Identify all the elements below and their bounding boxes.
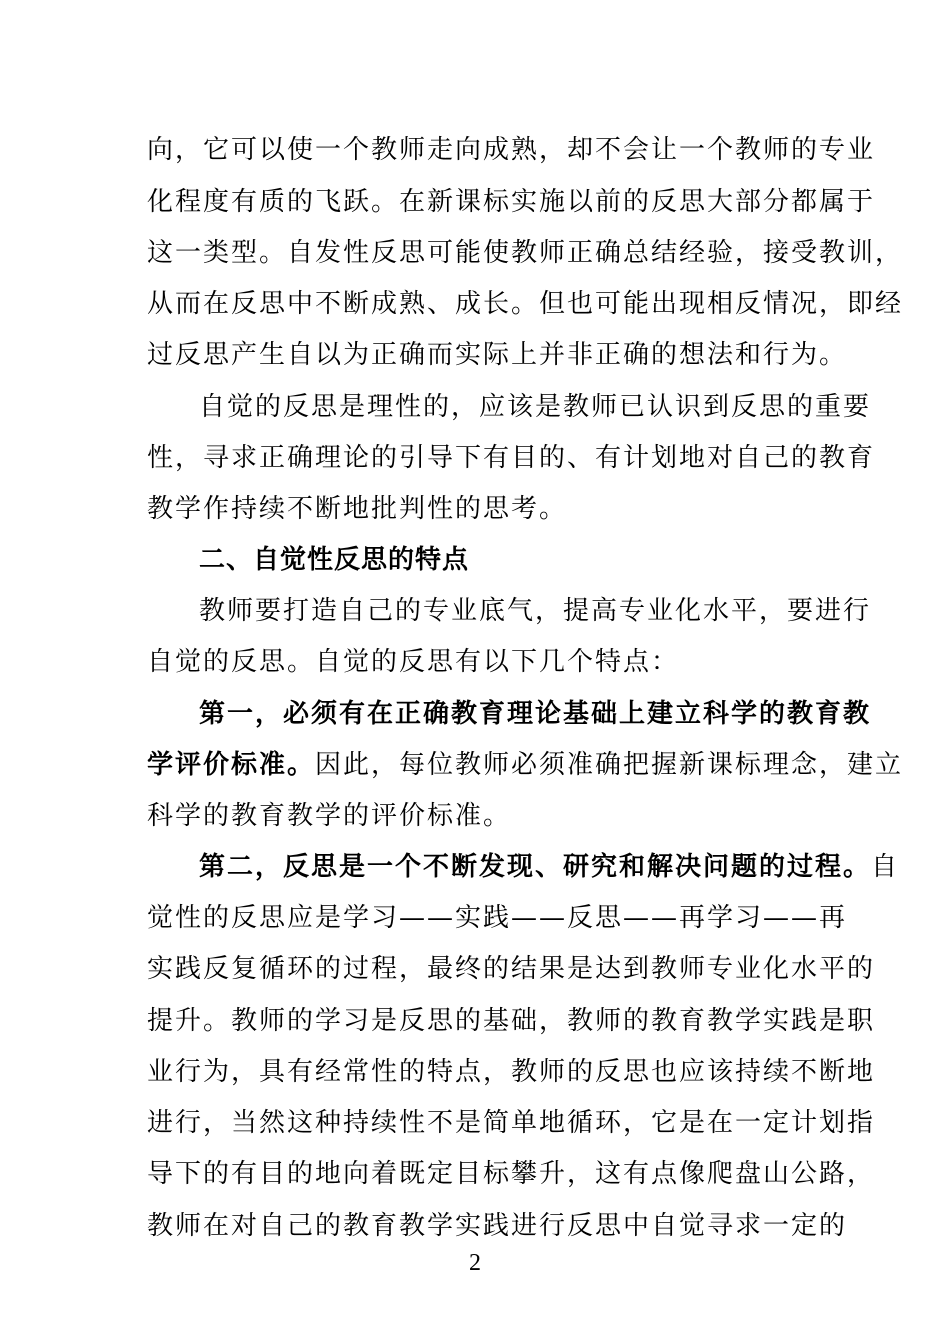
text-line: 觉性的反思应是学习——实践——反思——再学习——再: [147, 903, 848, 933]
text-line: 教学作持续不断地批判性的思考。: [147, 494, 568, 524]
text-line: 进行，当然这种持续性不是简单地循环，它是在一定计划指: [147, 1108, 876, 1138]
text-segment: 因此，每位教师必须准确把握新课标理念，建立: [315, 750, 904, 780]
text-line: 自觉的反思。自觉的反思有以下几个特点：: [147, 647, 680, 677]
bold-text-segment: 第二，反思是一个不断发现、研究和解决问题的过程。: [199, 852, 872, 882]
text-line: 导下的有目的地向着既定目标攀升，这有点像爬盘山公路，: [147, 1159, 876, 1189]
bold-text-line: 第一，必须有在正确教育理论基础上建立科学的教育教: [199, 699, 872, 729]
mixed-text-line: [199, 848, 900, 886]
bold-text-segment: 学评价标准。: [147, 750, 316, 780]
page-number: 2: [469, 1250, 481, 1276]
text-line: 这一类型。自发性反思可能使教师正确总结经验，接受教训，: [147, 238, 904, 268]
text-line: 科学的教育教学的评价标准。: [147, 801, 512, 831]
text-line: 教师在对自己的教育教学实践进行反思中自觉寻求一定的: [147, 1211, 848, 1241]
text-line: 教师要打造自己的专业底气，提高专业化水平，要进行: [199, 596, 872, 626]
text-line: 业行为，具有经常性的特点，教师的反思也应该持续不断地: [147, 1057, 876, 1087]
text-line: 向，它可以使一个教师走向成熟，却不会让一个教师的专业: [147, 135, 876, 165]
text-line: 自觉的反思是理性的，应该是教师已认识到反思的重要: [199, 392, 872, 422]
section-heading: 二、自觉性反思的特点: [199, 545, 470, 575]
text-line: 从而在反思中不断成熟、成长。但也可能出现相反情况，即经: [147, 289, 904, 319]
text-line: 提升。教师的学习是反思的基础，教师的教育教学实践是职: [147, 1006, 876, 1036]
text-line: 化程度有质的飞跃。在新课标实施以前的反思大部分都属于: [147, 187, 876, 217]
mixed-text-line: [147, 746, 904, 784]
text-line: 过反思产生自以为正确而实际上并非正确的想法和行为。: [147, 340, 848, 370]
text-line: 实践反复循环的过程，最终的结果是达到教师专业化水平的: [147, 954, 876, 984]
text-segment: 自: [871, 852, 900, 882]
text-line: 性，寻求正确理论的引导下有目的、有计划地对自己的教育: [147, 443, 876, 473]
